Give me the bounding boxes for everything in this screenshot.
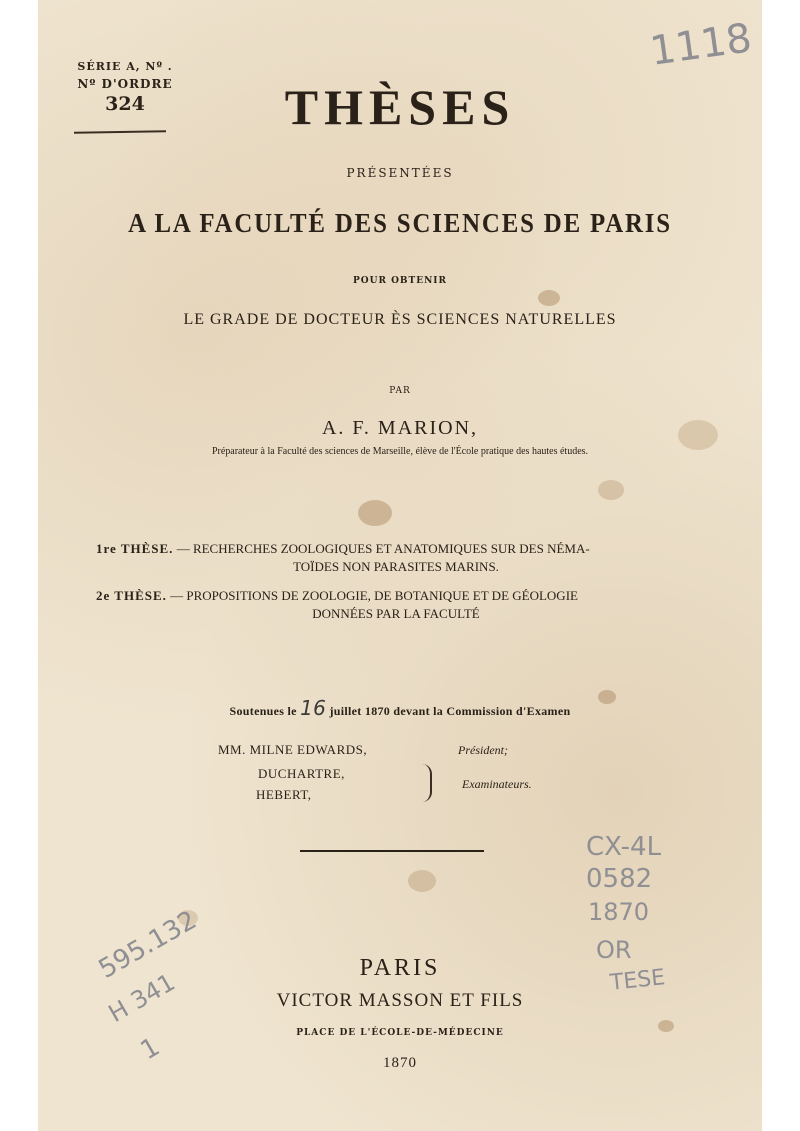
pencil-mark-top-right: 1118 [647, 15, 755, 75]
president-role: Président; [458, 743, 508, 757]
imprint-year: 1870 [383, 1055, 417, 1071]
series-label: SÉRIE A, Nº . [77, 60, 173, 73]
imprint-publisher: VICTOR MASSON ET FILS [276, 990, 524, 1011]
thesis-2-title-cont: DONNÉES PAR LA FACULTÉ [312, 606, 480, 621]
stain [408, 870, 436, 892]
jury-member: MM. MILNE EDWARDS, [218, 742, 368, 757]
order-label: Nº D'ORDRE [77, 77, 173, 91]
stain [358, 500, 392, 526]
title-page [38, 0, 762, 1131]
page-title: THÈSES [284, 79, 516, 135]
examiners-role: Examinateurs. [462, 777, 532, 791]
by-label: PAR [389, 386, 411, 396]
author-affiliation: Préparateur à la Faculté des sciences de Marseille, élève de l'École pratique des hautes études. [211, 446, 589, 457]
thesis-2-label: 2e THÈSE. [96, 588, 167, 603]
defense-statement [38, 696, 762, 720]
imprint-city: PARIS [359, 955, 441, 981]
imprint-address: PLACE DE L'ÉCOLE-DE-MÉDECINE [296, 1028, 504, 1038]
defense-prefix: Soutenues le [229, 704, 297, 718]
pencil-mark-left-1: 595.132 [93, 905, 202, 985]
author-name: A. F. MARION, [321, 417, 479, 439]
stain [538, 290, 560, 306]
faculty-name: A LA FACULTÉ DES SCIENCES DE PARIS [128, 208, 672, 238]
pencil-mark-shelf-5: TESE [608, 965, 667, 996]
pencil-mark-shelf-2: 0582 [586, 864, 653, 894]
handwritten-date: 16 [300, 696, 327, 720]
thesis-1-title-cont: TOÏDES NON PARASITES MARINS. [293, 559, 499, 574]
pencil-mark-left-2: H 341 [103, 968, 180, 1028]
order-number: 324 [105, 93, 145, 115]
thesis-2-title: — PROPOSITIONS DE ZOOLOGIE, DE BOTANIQUE ET DE GÉOLOGIE [170, 588, 578, 603]
pencil-mark-shelf-4: OR [596, 936, 632, 964]
degree-title: LE GRADE DE DOCTEUR ÈS SCIENCES NATURELLES [183, 311, 617, 328]
thesis-2 [96, 587, 696, 623]
defense-suffix: juillet 1870 devant la Commission d'Examen [329, 704, 571, 718]
thesis-1-label: 1re THÈSE. [96, 541, 174, 556]
thesis-1-title: — RECHERCHES ZOOLOGIQUES ET ANATOMIQUES SUR DES NÉMA- [176, 541, 590, 556]
separator-rule [300, 850, 484, 852]
jury-member: DUCHARTRE, [258, 766, 345, 781]
jury-brace [422, 764, 432, 802]
presented-label: PRÉSENTÉES [346, 166, 454, 180]
stain [598, 480, 624, 500]
pencil-mark-shelf-3: 1870 [588, 898, 650, 926]
jury-member: HEBERT, [256, 787, 312, 802]
pencil-mark-left-3: 1 [135, 1031, 165, 1067]
purpose-label: POUR OBTENIR [353, 276, 447, 286]
pencil-mark-shelf-1: CX-4L [586, 832, 662, 862]
thesis-1 [96, 540, 696, 576]
